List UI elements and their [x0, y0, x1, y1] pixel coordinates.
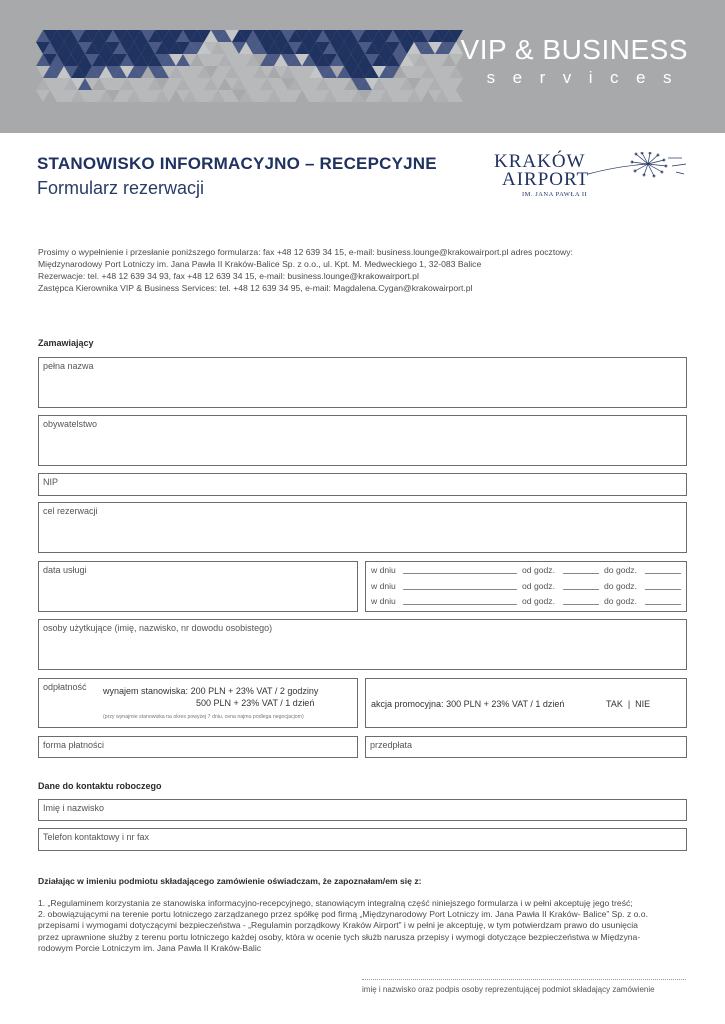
promo-label: akcja promocyjna:	[371, 699, 444, 709]
promo-option[interactable]	[371, 699, 564, 709]
intro-line: Międzynarodowy Port Lotniczy im. Jana Pawła II Kraków-Balice Sp. z o.o., ul. Kpt. M. Medweckiego 1, 32-083 Balice	[38, 259, 482, 269]
time-from-input-line[interactable]	[563, 581, 599, 590]
rental-note: (przy wynajmie stanowiska na okres powyżej 7 dniu, cena najmu podlega negocjacjom)	[103, 714, 304, 720]
date-input-line[interactable]	[403, 596, 517, 605]
time-from-input-line[interactable]	[563, 596, 599, 605]
triangle-pattern-graphic	[36, 30, 466, 110]
purpose-field[interactable]	[38, 502, 687, 553]
signature-caption: imię i nazwisko oraz podpis osoby reprezentującej podmiot składający zamówienie	[362, 985, 655, 994]
contact-name-field[interactable]	[38, 799, 687, 821]
declaration-title: Działając w imieniu podmiotu składającego zamówienie oświadczam, że zapoznałam/em się z:	[38, 876, 422, 886]
declaration-line: 1. „Regulaminem korzystania ze stanowiska informacyjno-recepcyjnego, stanowiącym integralną część niniejszego formularza i w pełni akceptuję jego treść;	[38, 898, 633, 908]
date-row	[371, 565, 686, 581]
time-to-label: do godz.	[604, 596, 637, 606]
declaration-line: 2. obowiązującymi na terenie portu lotniczego zarządzanego przez spółkę pod firmą „Międzynarodowy Port Lotniczy im. Jana Pawła II Kraków- Balice” Sp. z o.o.	[38, 909, 648, 920]
date-input-line[interactable]	[403, 581, 517, 590]
date-on-label: w dniu	[371, 596, 396, 606]
contact-section-title: Dane do kontaktu roboczego	[38, 781, 162, 791]
logo-line-1: KRAKÓW	[494, 151, 586, 172]
contact-phone-field[interactable]	[38, 828, 687, 851]
promo-price: 300 PLN + 23% VAT / 1 dzień	[446, 699, 565, 709]
time-from-label: od godz.	[522, 565, 555, 575]
payment-form-field[interactable]	[38, 736, 358, 758]
declaration-line: przez uprawnione służby z terenu portu lotniczego każdej osoby, która w ocenie tych służb narusza przepisy i wymogi dotyczące bezpieczeństwa w Międzyna-	[38, 931, 641, 942]
contact-phone-label: Telefon kontaktowy i nr fax	[43, 832, 150, 842]
nip-field[interactable]	[38, 473, 687, 496]
intro-line: Rezerwacje: tel. +48 12 639 34 93, fax +48 12 639 34 15, e-mail: business.lounge@krakowairport.pl	[38, 271, 419, 281]
prepayment-label: przedpłata	[370, 740, 413, 750]
logo-line-2: AIRPORT	[502, 169, 590, 190]
krakow-airport-logo	[492, 150, 692, 206]
banner-subtitle: services	[486, 68, 689, 87]
citizenship-label: obywatelstwo	[43, 419, 98, 429]
declaration-text	[38, 898, 688, 954]
form-title: STANOWISKO INFORMACYJNO – RECEPCYJNE	[37, 154, 437, 173]
rental-checkbox-option[interactable]	[103, 686, 318, 696]
time-to-input-line[interactable]	[645, 596, 681, 605]
full-name-label: pełna nazwa	[43, 361, 94, 371]
users-field[interactable]	[38, 619, 687, 670]
purpose-label: cel rezerwacji	[43, 506, 98, 516]
service-dates-list	[371, 565, 686, 612]
date-on-label: w dniu	[371, 565, 396, 575]
contact-name-label: Imię i nazwisko	[43, 803, 105, 813]
orderer-section-title: Zamawiający	[38, 338, 94, 348]
signature-line[interactable]	[362, 979, 686, 980]
payment-label: odpłatność	[43, 682, 87, 692]
promo-yes-no-choice[interactable]: TAK | NIE	[606, 699, 651, 709]
rental-price-day: 500 PLN + 23% VAT / 1 dzień	[196, 698, 315, 708]
time-to-label: do godz.	[604, 580, 637, 591]
logo-line-3: IM. JANA PAWŁA II	[522, 191, 588, 198]
form-subtitle: Formularz rezerwacji	[37, 178, 205, 198]
time-from-label: od godz.	[522, 580, 555, 591]
service-date-field[interactable]	[38, 561, 358, 612]
time-from-label: od godz.	[522, 596, 555, 606]
banner-title: VIP & BUSINESS	[460, 34, 688, 65]
rental-label: wynajem stanowiska:	[103, 686, 189, 696]
prepayment-field[interactable]	[365, 736, 687, 758]
time-to-input-line[interactable]	[645, 581, 681, 590]
date-row	[371, 596, 686, 612]
pattern-triangle	[36, 90, 50, 102]
dandelion-icon	[588, 152, 688, 192]
declaration-line: przepisami i wymogami dotyczącymi bezpieczeństwa - „Regulamin porządkowy Kraków Airport” i w pełni je akceptuję, w tym potwierdzam prawo do usunięcia	[38, 920, 638, 931]
intro-line: Zastępca Kierownika VIP & Business Services: tel. +48 12 639 34 95, e-mail: Magdalena.Cygan@krakowairport.pl	[38, 283, 473, 293]
declaration-line: rodowym Porcie Lotniczym im. Jana Pawła II Kraków-Balic	[38, 942, 262, 953]
full-name-field[interactable]	[38, 357, 687, 408]
header-banner	[0, 0, 725, 133]
date-row	[371, 581, 686, 597]
nip-label: NIP	[43, 477, 59, 487]
citizenship-field[interactable]	[38, 415, 687, 466]
users-label: osoby użytkujące (imię, nazwisko, nr dowodu osobistego)	[43, 623, 273, 633]
intro-text	[38, 246, 688, 294]
time-to-label: do godz.	[604, 565, 637, 575]
rental-price-2h: 200 PLN + 23% VAT / 2 godziny	[190, 686, 319, 696]
payment-form-label: forma płatności	[43, 740, 105, 750]
date-on-label: w dniu	[371, 580, 396, 591]
date-input-line[interactable]	[403, 565, 517, 574]
service-date-label: data usługi	[43, 565, 87, 575]
intro-line: Prosimy o wypełnienie i przesłanie poniższego formularza: fax +48 12 639 34 15, e-mail: business.lounge@krakowairport.pl adres pocztowy:	[38, 247, 573, 257]
time-from-input-line[interactable]	[563, 565, 599, 574]
time-to-input-line[interactable]	[645, 565, 681, 574]
